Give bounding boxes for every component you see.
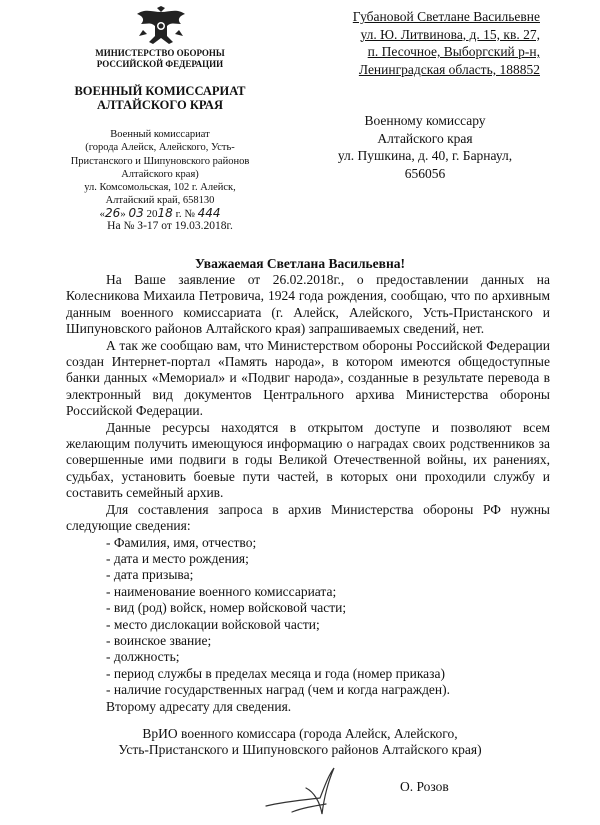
- list-item: - дата и место рождения;: [106, 550, 249, 566]
- signatory-name: О. Розов: [400, 779, 449, 794]
- registration-line: «26» 03 2018 г. № 444: [99, 206, 221, 220]
- signatory-position: ВрИО военного комиссара (города Алейск, Алейского, Усть-Пристанского и Шипуновского районов Алтайского края): [118, 726, 482, 758]
- list-item: - наименование военного комиссариата;: [106, 583, 337, 599]
- greeting: Уважаемая Светлана Васильевна!: [194, 256, 405, 271]
- paragraph-2: А так же сообщаю вам, что Министерством обороны Российской Федерации создан Интернет-портал «Память народа», в котором имеются общедоступные банки данных «Мемориал» и «Подвиг народа», созданные в результате перевода в электронный вид документов Центрального архива Министерства обороны Российской Федерации.: [66, 337, 550, 419]
- reg-year: 18: [157, 206, 173, 220]
- paragraph-5: Второму адресату для сведения.: [106, 698, 292, 714]
- paragraph-1: На Ваше заявление от 26.02.2018г., о предоставлении данных на Колесникова Михаила Петровича, 1924 года рождения, сообщаю, что по архивным данным военного комиссариата (г. Алейск, Алейского, Усть-Пристанского и Шипуновского районов Алтайского края) запрашиваемых сведений, нет.: [66, 272, 550, 337]
- letter-body: [66, 272, 550, 715]
- list-item: - воинское звание;: [106, 632, 212, 648]
- list-item: - наличие государственных наград (чем и когда награжден).: [106, 682, 451, 698]
- paragraph-4: Для составления запроса в архив Министерства обороны РФ нужны следующие сведения:: [66, 501, 550, 534]
- organization-name: ВОЕННЫЙ КОМИССАРИАТ АЛТАЙСКОГО КРАЯ: [74, 84, 246, 112]
- reg-number: 444: [197, 206, 221, 220]
- reg-day: 26: [104, 206, 121, 220]
- handwritten-signature-icon: [262, 762, 352, 822]
- list-item: - должность;: [106, 649, 180, 665]
- addressee-block: Губановой Светлане Васильевне ул. Ю. Литвинова, д. 15, кв. 27, п. Песочное, Выборгский р-н, Ленинградская область, 188852: [352, 9, 540, 77]
- request-reference: На № З-17 от 19.03.2018г.: [107, 220, 233, 232]
- list-item: - место дислокации войсковой части;: [106, 616, 320, 632]
- list-item: - Фамилия, имя, отчество;: [106, 534, 257, 550]
- list-item: - вид (род) войск, номер войсковой части;: [106, 600, 347, 616]
- copy-addressee-block: Военному комиссару Алтайского края ул. Пушкина, д. 40, г. Барнаул, 656056: [337, 113, 513, 181]
- list-item: - дата призыва;: [106, 567, 194, 583]
- unit-details: Военный комиссариат (города Алейск, Алейского, Усть- Пристанского и Шипуновского районов Алтайского края) ул. Комсомольская, 102 г. Алейск, Алтайский край, 658130: [70, 129, 250, 207]
- double-headed-eagle-emblem-icon: [135, 6, 187, 50]
- list-item: - период службы в пределах месяца и года (номер приказа): [106, 665, 445, 681]
- ministry-name: МИНИСТЕРСТВО ОБОРОНЫ РОССИЙСКОЙ ФЕДЕРАЦИИ: [95, 48, 225, 69]
- paragraph-3: Данные ресурсы находятся в открытом доступе и позволяют всем желающим получить имеющуюся информацию о наградах своих родственников за совершенные ими подвиги в годы Великой Отечественной войны, их ранениях, судьбах, установить боевые пути частей, в которых они проходили службу и составить семейный архив.: [66, 419, 550, 501]
- reg-month: 03: [128, 206, 144, 220]
